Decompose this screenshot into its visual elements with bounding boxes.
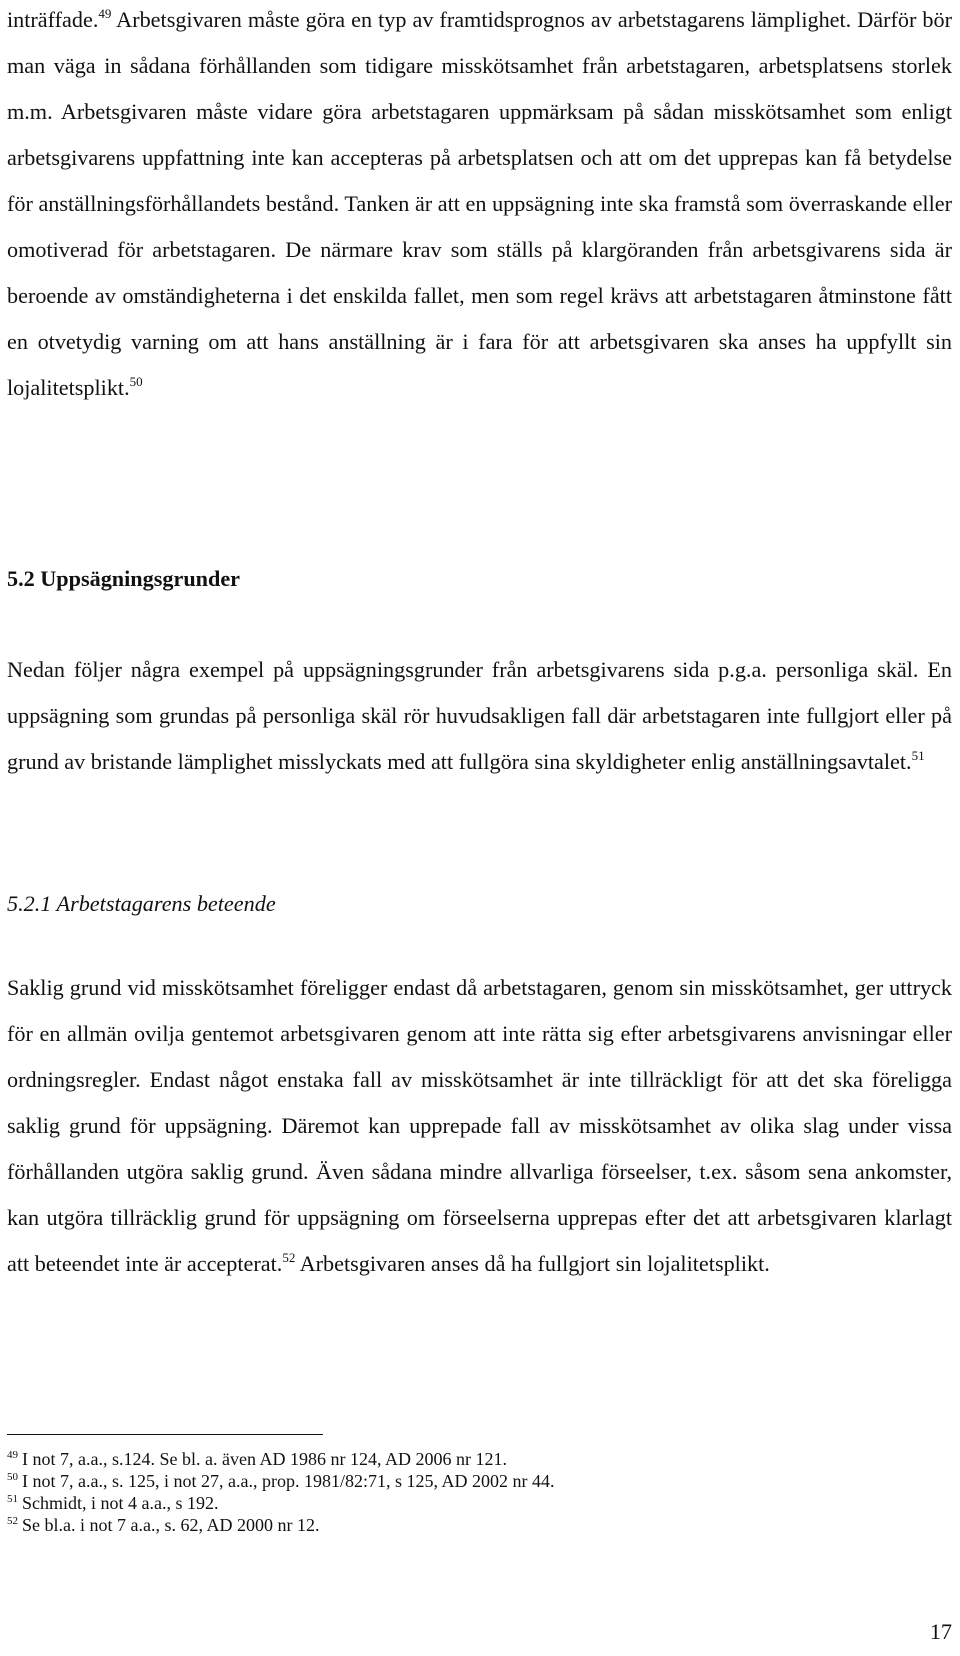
paragraph-text: Arbetsgivaren måste göra en typ av framtidsprognos av arbetstagarens lämplighet. Därför bör man väga in sådana förhållanden som tidigare misskötsamhet från arbetstagaren, arbetsplatsens storlek m.m. Arbetsgivaren måste vidare göra arbetstagaren uppmärksam på sådan misskötsamhet som enligt arbetsgivarens uppfattning inte kan accepteras på arbetsplatsen och att om det upprepas kan få betydelse för anställningsförhållandets bestånd. Tanken är att en uppsägning inte ska framstå som överraskande eller omotiverad för arbetstagaren. De närmare krav som ställs på klargöranden från arbetsgivarens sida är beroende av omständigheterna i det enskilda fallet, men som regel krävs att arbetstagaren åtminstone fått en otvetydig varning om att hans anställning är i fara för att arbetsgivaren ska anses ha uppfyllt sin lojalitetsplikt. [7,7,952,400]
paragraph-text: inträffade. [7,7,99,32]
footnote-text: I not 7, a.a., s. 125, i not 27, a.a., prop. 1981/82:71, s 125, AD 2002 nr 44. [22,1471,555,1491]
footnote-number: 50 [7,1471,18,1483]
footnote-text: Schmidt, i not 4 a.a., s 192. [22,1493,219,1513]
footnote-text: I not 7, a.a., s.124. Se bl. a. även AD 1986 nr 124, AD 2006 nr 121. [22,1449,507,1469]
footnote-item [7,1470,554,1492]
footnote-item [7,1492,554,1514]
subsection-heading-arbetstagarens-beteende: 5.2.1 Arbetstagarens beteende [7,891,276,916]
footnote-divider [7,1434,323,1435]
paragraph-misskotsamhet-prognos [7,0,952,411]
page-number: 17 [929,1619,952,1644]
footnote-ref-50[interactable]: 50 [129,374,143,389]
footnote-text: Se bl.a. i not 7 a.a., s. 62, AD 2000 nr 12. [22,1515,320,1535]
paragraph-saklig-grund [7,965,952,1287]
footnote-item [7,1514,554,1536]
paragraph-text: Nedan följer några exempel på uppsägningsgrunder från arbetsgivarens sida p.g.a. personliga skäl. En uppsägning som grundas på personliga skäl rör huvudsakligen fall där arbetstagaren inte fullgjort eller på grund av bristande lämplighet misslyckats med att fullgöra sina skyldigheter enlig anställningsavtalet. [7,657,952,774]
paragraph-text: Arbetsgivaren anses då ha fullgjort sin lojalitetsplikt. [295,1251,770,1276]
section-heading-uppsagningsgrunder: 5.2 Uppsägningsgrunder [7,566,241,591]
footnote-number: 52 [7,1515,18,1527]
footnote-ref-49[interactable]: 49 [98,6,112,21]
footnote-number: 49 [7,1449,18,1461]
footnote-ref-52[interactable]: 52 [282,1250,296,1265]
paragraph-text: Saklig grund vid misskötsamhet föreligger endast då arbetstagaren, genom sin misskötsamhet, ger uttryck för en allmän ovilja gentemot arbetsgivaren genom att inte rätta sig efter arbetsgivarens anvisningar eller ordningsregler. Endast något enstaka fall av misskötsamhet är inte tillräckligt för att det ska föreligga saklig grund för uppsägning. Däremot kan upprepade fall av misskötsamhet av olika slag under vissa förhållanden utgöra saklig grund. Även sådana mindre allvarliga förseelser, t.ex. såsom sena ankomster, kan utgöra tillräcklig grund för uppsägning om förseelserna upprepas efter det att arbetsgivaren klarlagt att beteendet inte är accepterat. [7,975,952,1276]
paragraph-uppsagningsgrunder [7,647,952,785]
footnote-list [7,1448,554,1536]
footnote-ref-51[interactable]: 51 [911,748,925,763]
footnote-number: 51 [7,1493,18,1505]
footnote-item [7,1448,554,1470]
